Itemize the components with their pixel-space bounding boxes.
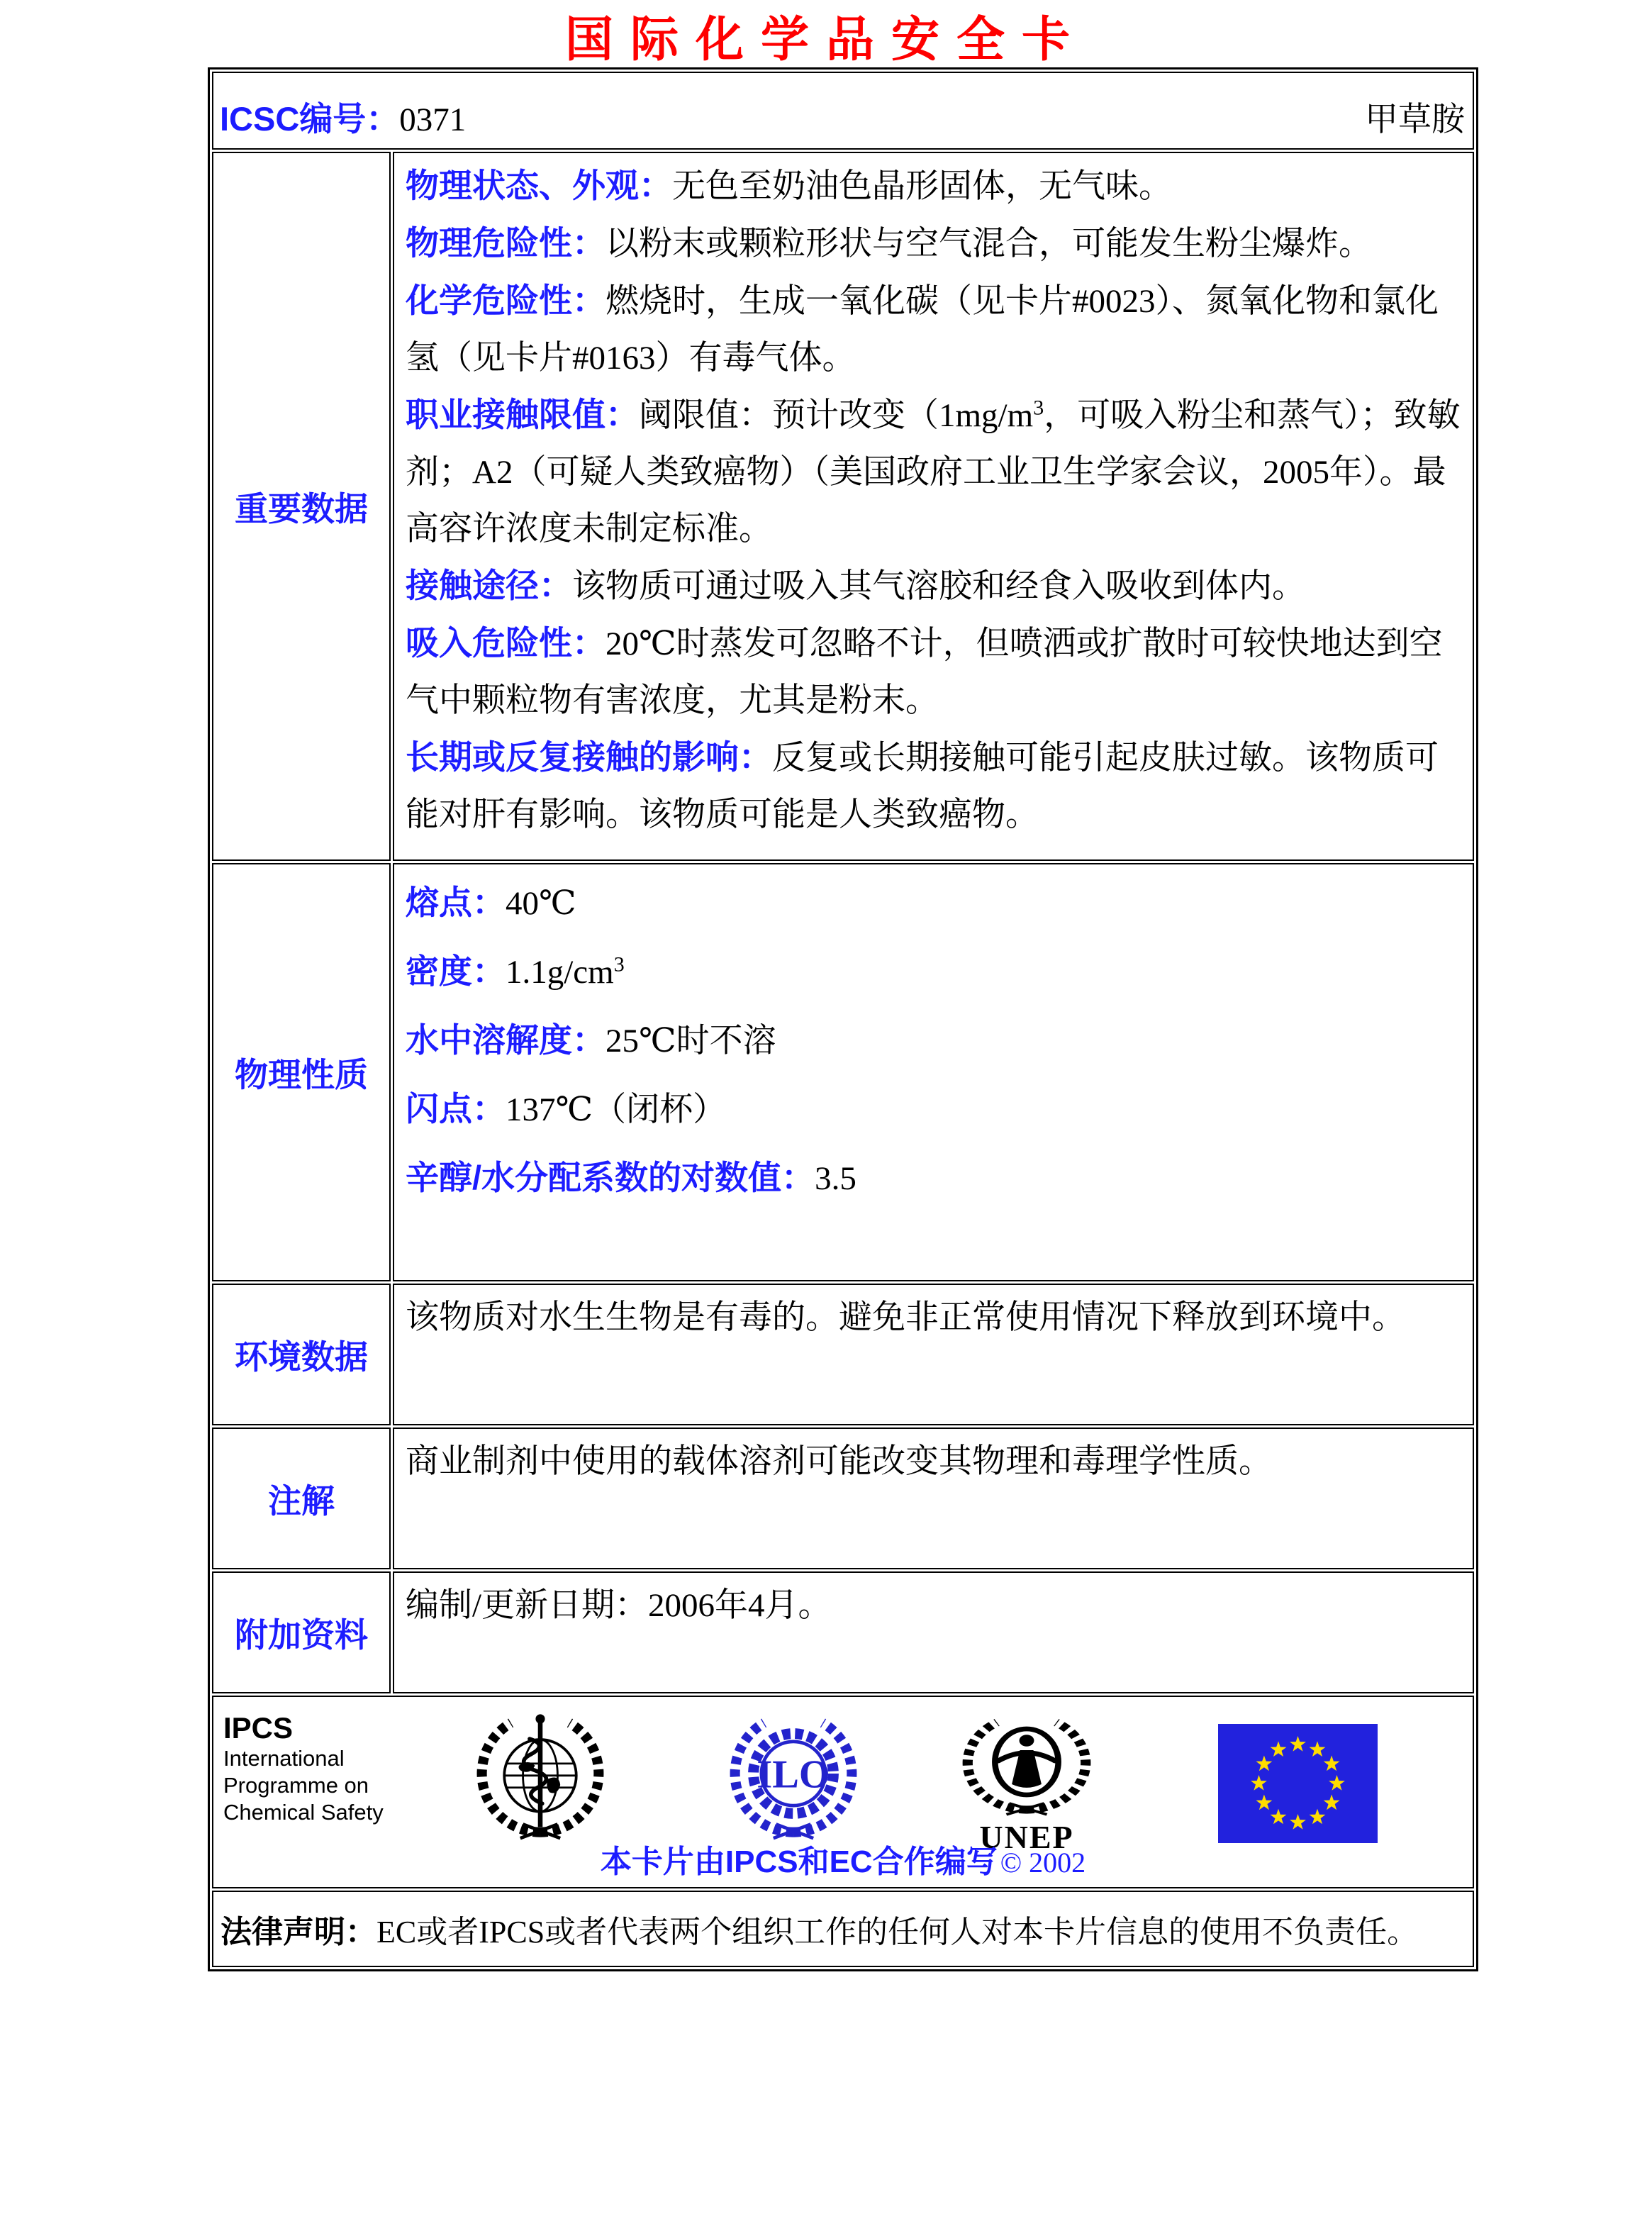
field-value: 无色至奶油色晶形固体，无气味。 [672,168,1172,205]
field-flash-point [406,1075,1463,1144]
section-label-environment: 环境数据 [212,1284,391,1425]
environmental-data-content [393,1284,1474,1425]
field-routes-of-exposure [406,557,1463,615]
eu-flag-icon [1218,1724,1378,1843]
field-value: 该物质可通过吸入其气溶胶和经食入吸收到体内。 [572,568,1305,605]
field-label: 长期或反复接触的影响： [406,738,772,776]
field-value: 25℃时不溶 [605,1023,776,1059]
field-label: 物理危险性： [406,224,605,262]
ilo-letters: ILO [757,1752,830,1797]
section-label-physical: 物理性质 [212,863,391,1281]
footer-row [212,1696,1474,1888]
important-data-row [212,152,1474,861]
copyright-text: © 2002 [1000,1847,1086,1879]
footer-cell [212,1696,1474,1888]
field-label: 辛醇/水分配系数的对数值： [406,1159,815,1196]
field-label: 闪点： [406,1090,506,1128]
field-physical-state [406,157,1463,215]
notes-content [393,1428,1474,1569]
legal-row [212,1891,1474,1967]
field-label: 密度： [406,952,506,990]
field-label: 熔点： [406,884,506,921]
icsc-number-label: ICSC编号： [220,100,400,138]
important-data-content [393,152,1474,861]
field-value: 阈限值：预计改变（1mg/m [639,397,1034,434]
field-value: 反复或长期接触可能引起皮肤过敏。该物质可能对肝有影响。该物质可能是人类致癌物。 [406,740,1439,833]
legal-label: 法律声明： [221,1915,376,1949]
ipcs-line: International [223,1746,345,1771]
physical-properties-row [212,863,1474,1281]
field-log-pow [406,1144,1463,1213]
field-inhalation-risk [406,615,1463,729]
environment-text: 该物质对水生生物是有毒的。避免非正常使用情况下释放到环境中。 [406,1299,1405,1336]
field-long-term-effects [406,729,1463,843]
notes-text: 商业制剂中使用的载体溶剂可能改变其物理和毒理学性质。 [406,1443,1272,1480]
field-value-after: ，可吸入粉尘和蒸气）；致敏剂；A2（可疑人类致癌物）（美国政府工业卫生学家会议，2005年）。最高容许浓度未制定标准。 [406,397,1461,547]
additional-info-row [212,1571,1474,1693]
section-label-important: 重要数据 [212,152,391,861]
field-value: 3.5 [815,1160,856,1197]
field-label: 化学危险性： [406,282,605,319]
ipcs-line: Programme on [223,1773,369,1798]
ilo-logo-icon [725,1707,861,1840]
field-label: 接触途径： [406,567,572,604]
ipcs-line: Chemical Safety [223,1800,384,1825]
page-title: 国际化学品安全卡 [564,13,1087,67]
legal-text: EC或者IPCS或者代表两个组织工作的任何人对本卡片信息的使用不负责任。 [376,1915,1419,1949]
field-value: 137℃（闭杯） [506,1091,727,1128]
field-label: 水中溶解度： [406,1021,605,1059]
section-label-notes: 注解 [212,1428,391,1569]
who-logo-icon [472,1707,608,1840]
unep-wordmark: UNEP [979,1819,1074,1855]
superscript: 3 [613,952,625,976]
ipcs-text-block [223,1711,384,1826]
header-row [212,72,1474,150]
unep-logo-block [956,1710,1098,1855]
field-label: 物理状态、外观： [406,167,672,204]
field-density [406,937,1463,1006]
legal-cell [212,1891,1474,1967]
additional-info-text: 编制/更新日期：2006年4月。 [406,1587,832,1624]
field-value: 燃烧时，生成一氧化碳（见卡片#0023）、氮氧化物和氯化氢（见卡片#0163）有毒气体。 [406,283,1439,377]
field-occupational-exposure-limits [406,386,1463,557]
field-label: 吸入危险性： [406,624,605,662]
field-chemical-dangers [406,272,1463,386]
superscript: 3 [1033,396,1044,420]
unep-logo-icon [959,1710,1094,1816]
notes-row [212,1428,1474,1569]
field-value: 1.1g/cm [506,954,614,991]
ipcs-title: IPCS [223,1711,294,1744]
physical-properties-content [393,863,1474,1281]
credit-text: 本卡片由IPCS和EC合作编写 [600,1844,998,1879]
chemical-name: 甲草胺 [1365,101,1465,138]
field-physical-dangers [406,215,1463,272]
icsc-number-value: 0371 [399,101,467,138]
field-value: 以粉末或颗粒形状与空气混合，可能发生粉尘爆炸。 [605,226,1372,262]
credit-line [213,1836,1473,1881]
section-label-additional: 附加资料 [212,1571,391,1693]
field-melting-point [406,869,1463,937]
environmental-data-row [212,1284,1474,1425]
header-cell [212,72,1474,150]
field-water-solubility [406,1006,1463,1075]
icsc-number-group [220,93,466,140]
field-value: 40℃ [506,885,576,922]
field-label: 职业接触限值： [406,396,639,433]
field-value: 20℃时蒸发可忽略不计，但喷洒或扩散时可较快地达到空气中颗粒物有害浓度，尤其是粉末。 [406,625,1443,719]
additional-info-content [393,1571,1474,1693]
icsc-table [208,67,1478,1971]
